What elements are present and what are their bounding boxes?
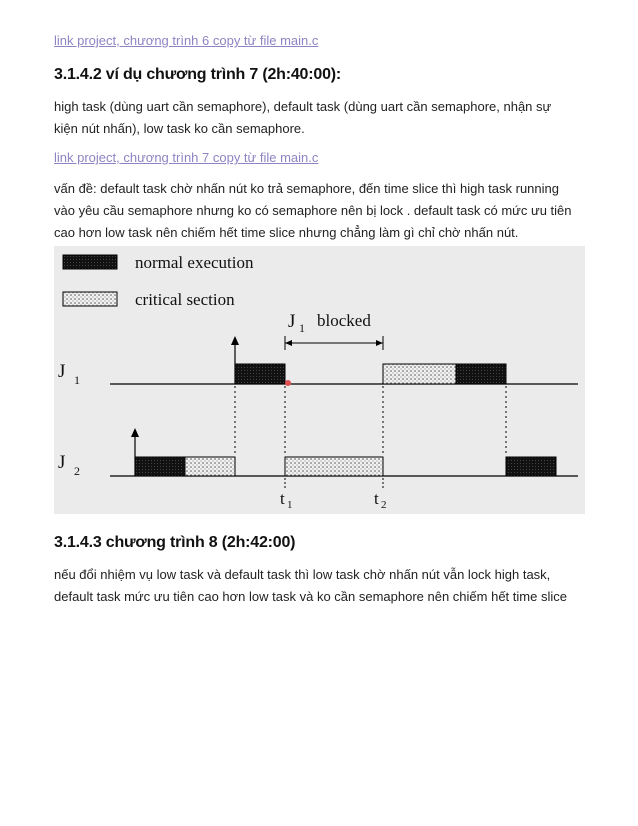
j2-letter: J [58,452,66,473]
j1-critical-block [383,364,456,384]
blocked-arrow-right-head [376,340,383,346]
project-link-program-6[interactable]: link project, chương trình 6 copy từ file main.c [54,33,319,48]
blocked-label: blocked [317,311,371,330]
j1-arrival-arrowhead [231,336,239,345]
j2-critical-block-1 [185,457,235,476]
legend-normal-swatch [63,255,117,269]
paragraph-line: default task mức ưu tiên cao hơn low task và ko cần semaphore nên chiếm hết time slice [54,589,567,604]
t1-subscript: 1 [287,499,293,511]
j2-critical-block-2 [285,457,383,476]
priority-inversion-figure [54,246,585,514]
t2-letter: t [374,489,379,508]
paragraph-program-8 [54,564,589,608]
paragraph-line: high task (dùng uart cần semaphore), default task (dùng uart cần semaphore, nhận sự [54,99,552,114]
paragraph-line: cao hơn low task nên chiếm hết time slice nhưng chẳng làm gì chỉ chờ nhấn nút. [54,225,519,240]
paragraph-line: kiện nút nhấn), low task ko cần semaphore. [54,121,305,136]
j1-subscript: 1 [74,373,80,387]
project-link-program-7[interactable]: link project, chương trình 7 copy từ file main.c [54,150,319,165]
j1-normal-block-2 [456,364,506,384]
j2-subscript: 2 [74,464,80,478]
legend-critical-label: critical section [135,290,235,309]
paragraph-problem [54,178,589,244]
blocked-arrow-left-head [285,340,292,346]
paragraph-line: vào yêu cầu semaphore nhưng ko có semaphore nên bị lock . default task có mức ưu tiên [54,203,572,218]
j1-block-marker [285,380,291,386]
timing-diagram [54,246,585,514]
j2-normal-block-2 [506,457,556,476]
legend-normal-label: normal execution [135,253,254,272]
section-heading-3-1-4-2: 3.1.4.2 ví dụ chương trình 7 (2h:40:00): [54,66,342,83]
blocked-j-subscript: 1 [299,321,305,335]
legend-critical-swatch [63,292,117,306]
j2-normal-block-1 [135,457,185,476]
j2-arrival-arrowhead [131,428,139,437]
section-heading-3-1-4-3: 3.1.4.3 chương trình 8 (2h:42:00) [54,534,296,551]
t2-subscript: 2 [381,499,387,511]
j1-letter: J [58,361,66,382]
blocked-j-letter: J [288,311,296,332]
j1-normal-block-1 [235,364,285,384]
t1-letter: t [280,489,285,508]
paragraph-task-description [54,96,589,140]
paragraph-line: nếu đổi nhiệm vụ low task và default task thì low task chờ nhấn nút vẫn lock high task, [54,567,551,582]
paragraph-line: vấn đề: default task chờ nhấn nút ko trả semaphore, đến time slice thì high task running [54,181,559,196]
